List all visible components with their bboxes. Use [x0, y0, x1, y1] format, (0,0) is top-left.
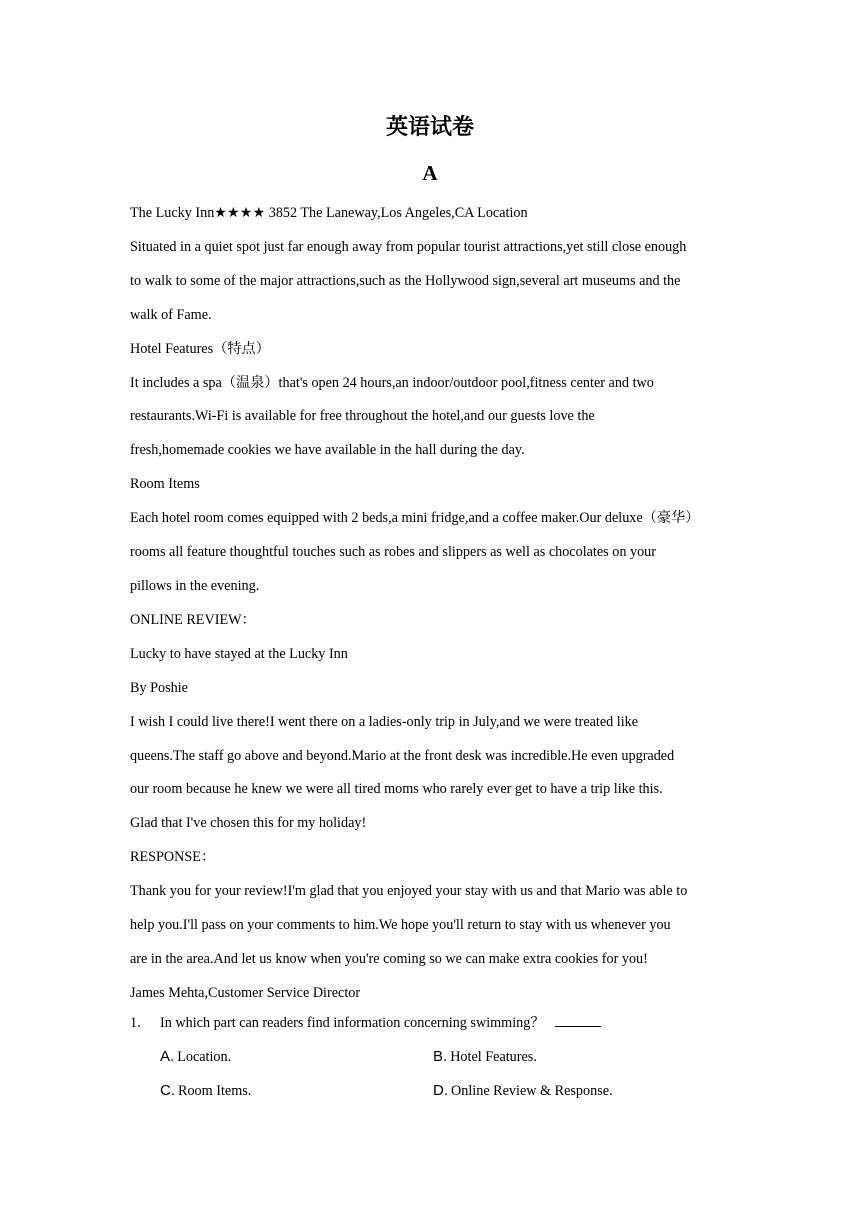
option-b[interactable] — [433, 1040, 537, 1074]
passage-line: It includes a spa（温泉）that's open 24 hours,an indoor/outdoor pool,fitness center and two — [130, 374, 654, 391]
passage-line: Glad that I've chosen this for my holiday! — [130, 815, 367, 832]
passage — [130, 197, 740, 1011]
page-title: 英语试卷 — [385, 114, 474, 140]
option-text: Hotel Features. — [450, 1049, 537, 1065]
option-text: Room Items. — [178, 1083, 252, 1099]
passage-line: are in the area.And let us know when you're coming so we can make extra cookies for you! — [130, 950, 648, 967]
passage-line: help you.I'll pass on your comments to him.We hope you'll return to stay with us whenever you — [130, 917, 671, 934]
question-text: In which part can readers find information concerning swimming？ — [160, 1015, 545, 1031]
section-heading: A — [422, 161, 438, 185]
option-d[interactable] — [433, 1074, 613, 1108]
option-letter: D. — [433, 1082, 448, 1099]
passage-line: I wish I could live there!I went there on a ladies-only trip in July,and we were treated like — [130, 713, 639, 730]
passage-line: RESPONSE： — [130, 849, 216, 866]
option-letter: C. — [160, 1082, 175, 1099]
passage-line: The Lucky Inn★★★★ 3852 The Laneway,Los Angeles,CA Location — [130, 205, 528, 221]
passage-line: Hotel Features（特点） — [130, 340, 270, 357]
option-letter: A. — [160, 1048, 175, 1065]
passage-line: restaurants.Wi-Fi is available for free throughout the hotel,and our guests love the — [130, 408, 595, 425]
question-1 — [130, 1006, 740, 1040]
option-letter: B. — [433, 1048, 448, 1065]
option-text: Online Review & Response. — [451, 1083, 613, 1099]
passage-line: ONLINE REVIEW： — [130, 611, 256, 628]
passage-line: queens.The staff go above and beyond.Mario at the front desk was incredible.He even upgraded — [130, 747, 675, 764]
question-number: 1. — [130, 1015, 141, 1031]
passage-line: Situated in a quiet spot just far enough away from popular tourist attractions,yet still close enough — [130, 238, 687, 255]
passage-line: Thank you for your review!I'm glad that you enjoyed your stay with us and that Mario was able to — [130, 883, 688, 900]
option-text: Location. — [177, 1049, 232, 1065]
option-a[interactable] — [160, 1040, 231, 1074]
passage-line: Lucky to have stayed at the Lucky Inn — [130, 645, 348, 662]
passage-line: rooms all feature thoughtful touches such as robes and slippers as well as chocolates on your — [130, 544, 656, 561]
passage-line: our room because he knew we were all tired moms who rarely ever get to have a trip like this. — [130, 781, 663, 798]
passage-line: walk of Fame. — [130, 306, 212, 323]
passage-line: Room Items — [130, 476, 200, 493]
option-c[interactable] — [160, 1074, 251, 1108]
passage-line: fresh,homemade cookies we have available in the hall during the day. — [130, 442, 525, 459]
passage-line: By Poshie — [130, 679, 188, 696]
passage-line: to walk to some of the major attractions,such as the Hollywood sign,several art museums and the — [130, 272, 681, 289]
passage-line: Each hotel room comes equipped with 2 beds,a mini fridge,and a coffee maker.Our deluxe（豪华） — [130, 510, 700, 527]
answer-blank — [555, 1012, 601, 1027]
passage-line: pillows in the evening. — [130, 577, 260, 594]
passage-line: James Mehta,Customer Service Director — [130, 984, 361, 1001]
